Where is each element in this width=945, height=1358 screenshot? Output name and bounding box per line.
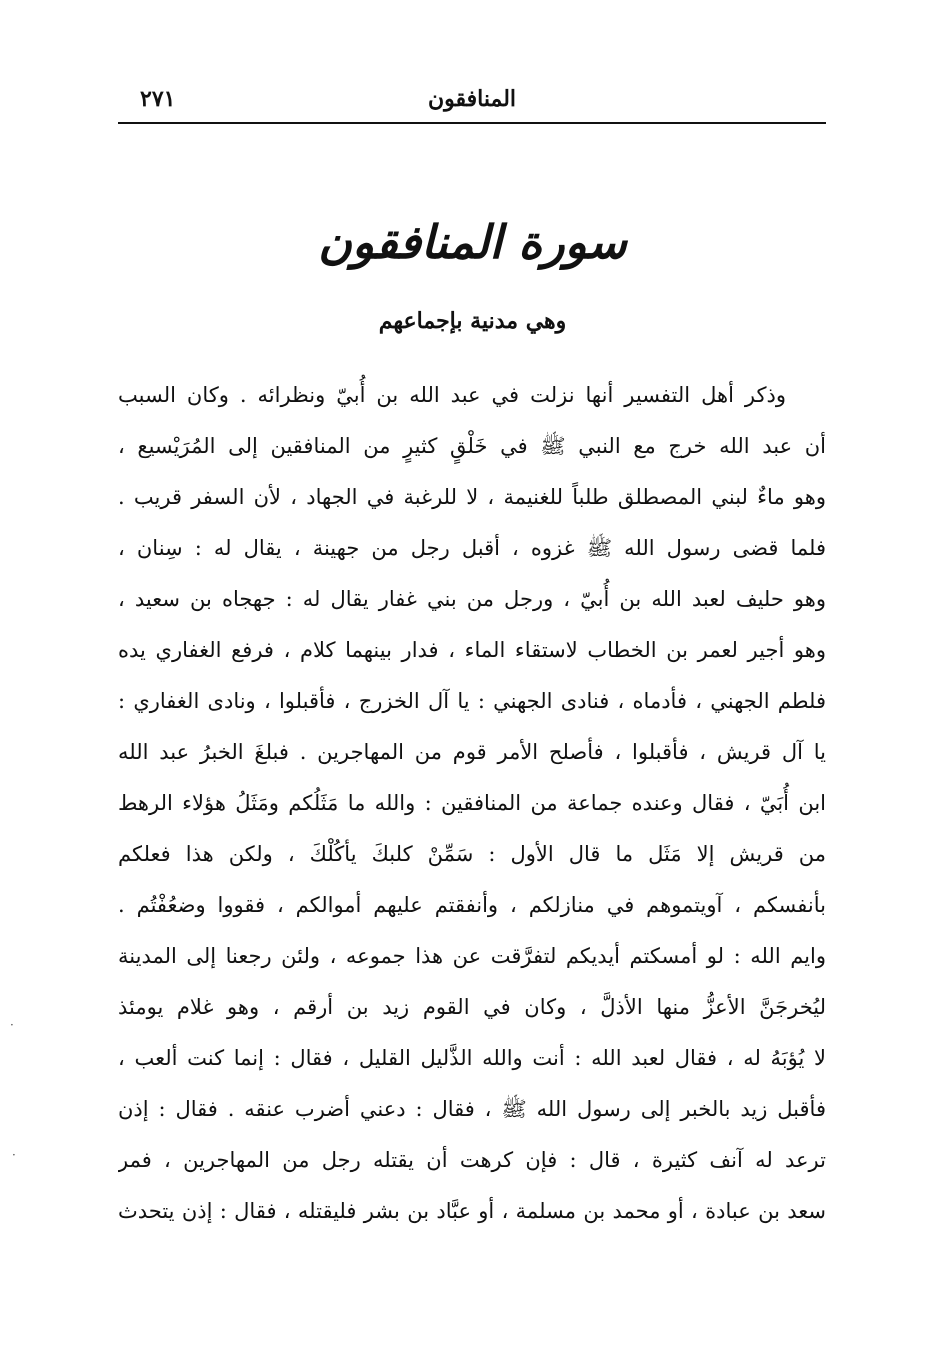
text-line: فأقبل زيد بالخبر إلى رسول الله ﷺ ، فقال : دعني أضرب عنقه . فقال : إذن [118, 1097, 826, 1121]
margin-speck: · [12, 1148, 16, 1162]
text-line: وهو ماءٌ لبني المصطلق طلباً للغنيمة ، لا للرغبة في الجهاد ، لأن السفر قريب . [118, 485, 826, 509]
text-line: يا آل قريش ، فأقبلوا ، فأصلح الأمر قوم من المهاجرين . فبلغَ الخبرُ عبد الله [118, 740, 826, 764]
body-text [118, 370, 826, 1237]
text-line: وهو أجير لعمر بن الخطاب لاستقاء الماء ، فدار بينهما كلام ، فرفع الغفاري يده [118, 638, 826, 662]
text-line: ليُخرجَنَّ الأعزُّ منها الأذلَّ ، وكان في القوم زيد بن أرقم ، وهو غلام يومئذ [118, 995, 826, 1019]
text-line: بأنفسكم ، آويتموهم في منازلكم ، وأنفقتم عليهم أموالكم ، فقووا وضعُفْتُم . [118, 893, 826, 917]
text-line: وهو حليف لعبد الله بن أُبيّ ، ورجل من بني غفار يقال له : جهجاه بن سعيد ، [118, 587, 826, 611]
text-line: سعد بن عبادة ، أو محمد بن مسلمة ، أو عبَّاد بن بشر فليقتله ، فقال : إذن يتحدث [118, 1199, 826, 1223]
surah-subtitle: وهي مدنية بإجماعهم [378, 308, 567, 334]
margin-speck: · [10, 1018, 14, 1032]
text-line: ترعد له آنف كثيرة ، قال : فإن كرهت أن يقتله رجل من المهاجرين ، فمر [118, 1148, 826, 1172]
text-line: أن عبد الله خرج مع النبي ﷺ في خَلْقٍ كثيرٍ من المنافقين إلى المُرَيْسيع ، [118, 434, 826, 458]
text-line: فلطم الجهني ، فأدماه ، فنادى الجهني : يا آل الخزرج ، فأقبلوا ، ونادى الغفاري : [118, 689, 826, 713]
text-line: وايم الله : لو أمسكتم أيديكم لتفرَّقت عن هذا جموعه ، ولئن رجعنا إلى المدينة [118, 944, 826, 968]
header-rule [118, 122, 826, 124]
text-line: وذكر أهل التفسير أنها نزلت في عبد الله بن أُبيّ ونظرائه . وكان السبب [118, 383, 786, 407]
text-line: من قريش إلا مَثَل ما قال الأول : سَمِّنْ كلبكَ يأكُلْكَ ، ولكن هذا فعلكم [118, 842, 826, 866]
text-line: فلما قضى رسول الله ﷺ غزوه ، أقبل رجل من جهينة ، يقال له : سِنان ، [118, 536, 826, 560]
running-header [118, 80, 826, 120]
page-number: ٢٧١ [140, 86, 176, 112]
header-title: المنافقون [427, 86, 517, 112]
text-line: لا يُؤبَهُ له ، فقال لعبد الله : أنت والله الذَّليل القليل ، فقال : إنما كنت ألعب ، [118, 1046, 826, 1070]
text-line: ابن أُبَيّ ، فقال وعنده جماعة من المنافقين : والله ما مَثَلُكم ومَثَلُ هؤلاء الرهط [118, 791, 826, 815]
surah-title: سورة المنافقون [318, 215, 627, 269]
